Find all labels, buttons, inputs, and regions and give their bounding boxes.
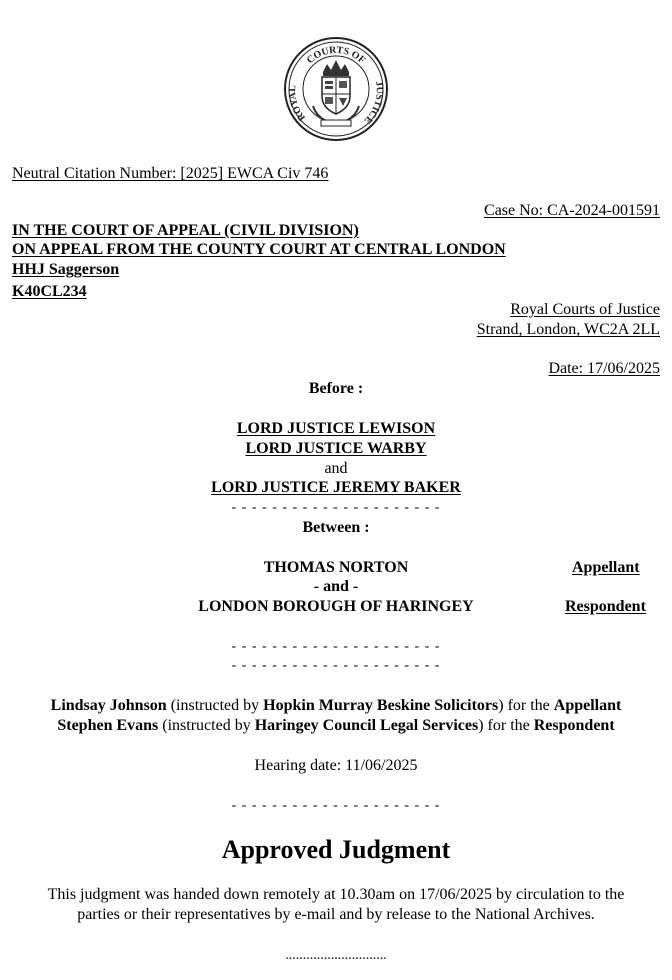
counsel-text: ) for the	[498, 697, 554, 714]
dotted-line: .............................	[285, 948, 387, 963]
hearing-date: Hearing date: 11/06/2025	[254, 757, 418, 774]
respondent-name: LONDON BOROUGH OF HARINGEY	[198, 598, 474, 615]
seal-top-text: COURTS OF	[304, 44, 368, 67]
counsel-firm: Hopkin Murray Beskine Solicitors	[263, 697, 499, 714]
separator-2: - - - - - - - - - - - - - - - - - - - - -	[231, 639, 441, 654]
hand-down-note-line-2: parties or their representatives by e-mail and by release to the National Archives.	[77, 906, 595, 923]
counsel-appellant	[0, 696, 672, 716]
case-number: Case No: CA-2024-001591	[484, 202, 660, 219]
counsel-respondent	[0, 716, 672, 736]
seal-right-text: JUSTICE	[361, 80, 385, 126]
separator-3: - - - - - - - - - - - - - - - - - - - - -	[231, 658, 441, 673]
appellant-role: Appellant	[572, 559, 640, 576]
and-separator: - and -	[313, 578, 359, 595]
counsel-text: (instructed by	[166, 697, 264, 714]
judge-2: LORD JUSTICE WARBY	[245, 440, 427, 457]
document-title: Approved Judgment	[221, 835, 451, 864]
separator-1: - - - - - - - - - - - - - - - - - - - - -	[231, 500, 441, 515]
judgment-date: Date: 17/06/2025	[548, 360, 660, 377]
address-line-2: Strand, London, WC2A 2LL	[476, 321, 660, 338]
court-line-1: IN THE COURT OF APPEAL (CIVIL DIVISION)	[12, 222, 359, 239]
separator-4: - - - - - - - - - - - - - - - - - - - - -	[231, 798, 441, 813]
hand-down-note-line-1: This judgment was handed down remotely at 10.30am on 17/06/2025 by circulation to the	[47, 886, 625, 903]
and-text: and	[324, 460, 348, 477]
judge-3: LORD JUSTICE JEREMY BAKER	[211, 479, 461, 496]
counsel-firm: Haringey Council Legal Services	[254, 717, 479, 734]
appellant-name: THOMAS NORTON	[263, 559, 409, 576]
counsel-name: Lindsay Johnson	[50, 697, 167, 714]
counsel-name: Stephen Evans	[57, 717, 159, 734]
counsel-text: ) for the	[478, 717, 534, 734]
between-label: Between :	[302, 519, 370, 536]
seal-left-text: ROYAL	[287, 84, 309, 123]
address-line-1: Royal Courts of Justice	[510, 301, 660, 318]
respondent-role: Respondent	[565, 598, 646, 615]
neutral-citation: Neutral Citation Number: [2025] EWCA Civ 746	[12, 165, 329, 182]
lower-court-claim-number: K40CL234	[12, 283, 87, 300]
court-line-2: ON APPEAL FROM THE COUNTY COURT AT CENTRAL LONDON	[12, 241, 506, 258]
judge-1: LORD JUSTICE LEWISON	[236, 420, 436, 437]
royal-courts-of-justice-seal-icon	[283, 36, 389, 142]
lower-court-judge: HHJ Saggerson	[12, 261, 120, 278]
counsel-party: Respondent	[533, 717, 615, 734]
counsel-party: Appellant	[553, 697, 622, 714]
counsel-text: (instructed by	[158, 717, 255, 734]
before-label: Before :	[308, 380, 364, 397]
